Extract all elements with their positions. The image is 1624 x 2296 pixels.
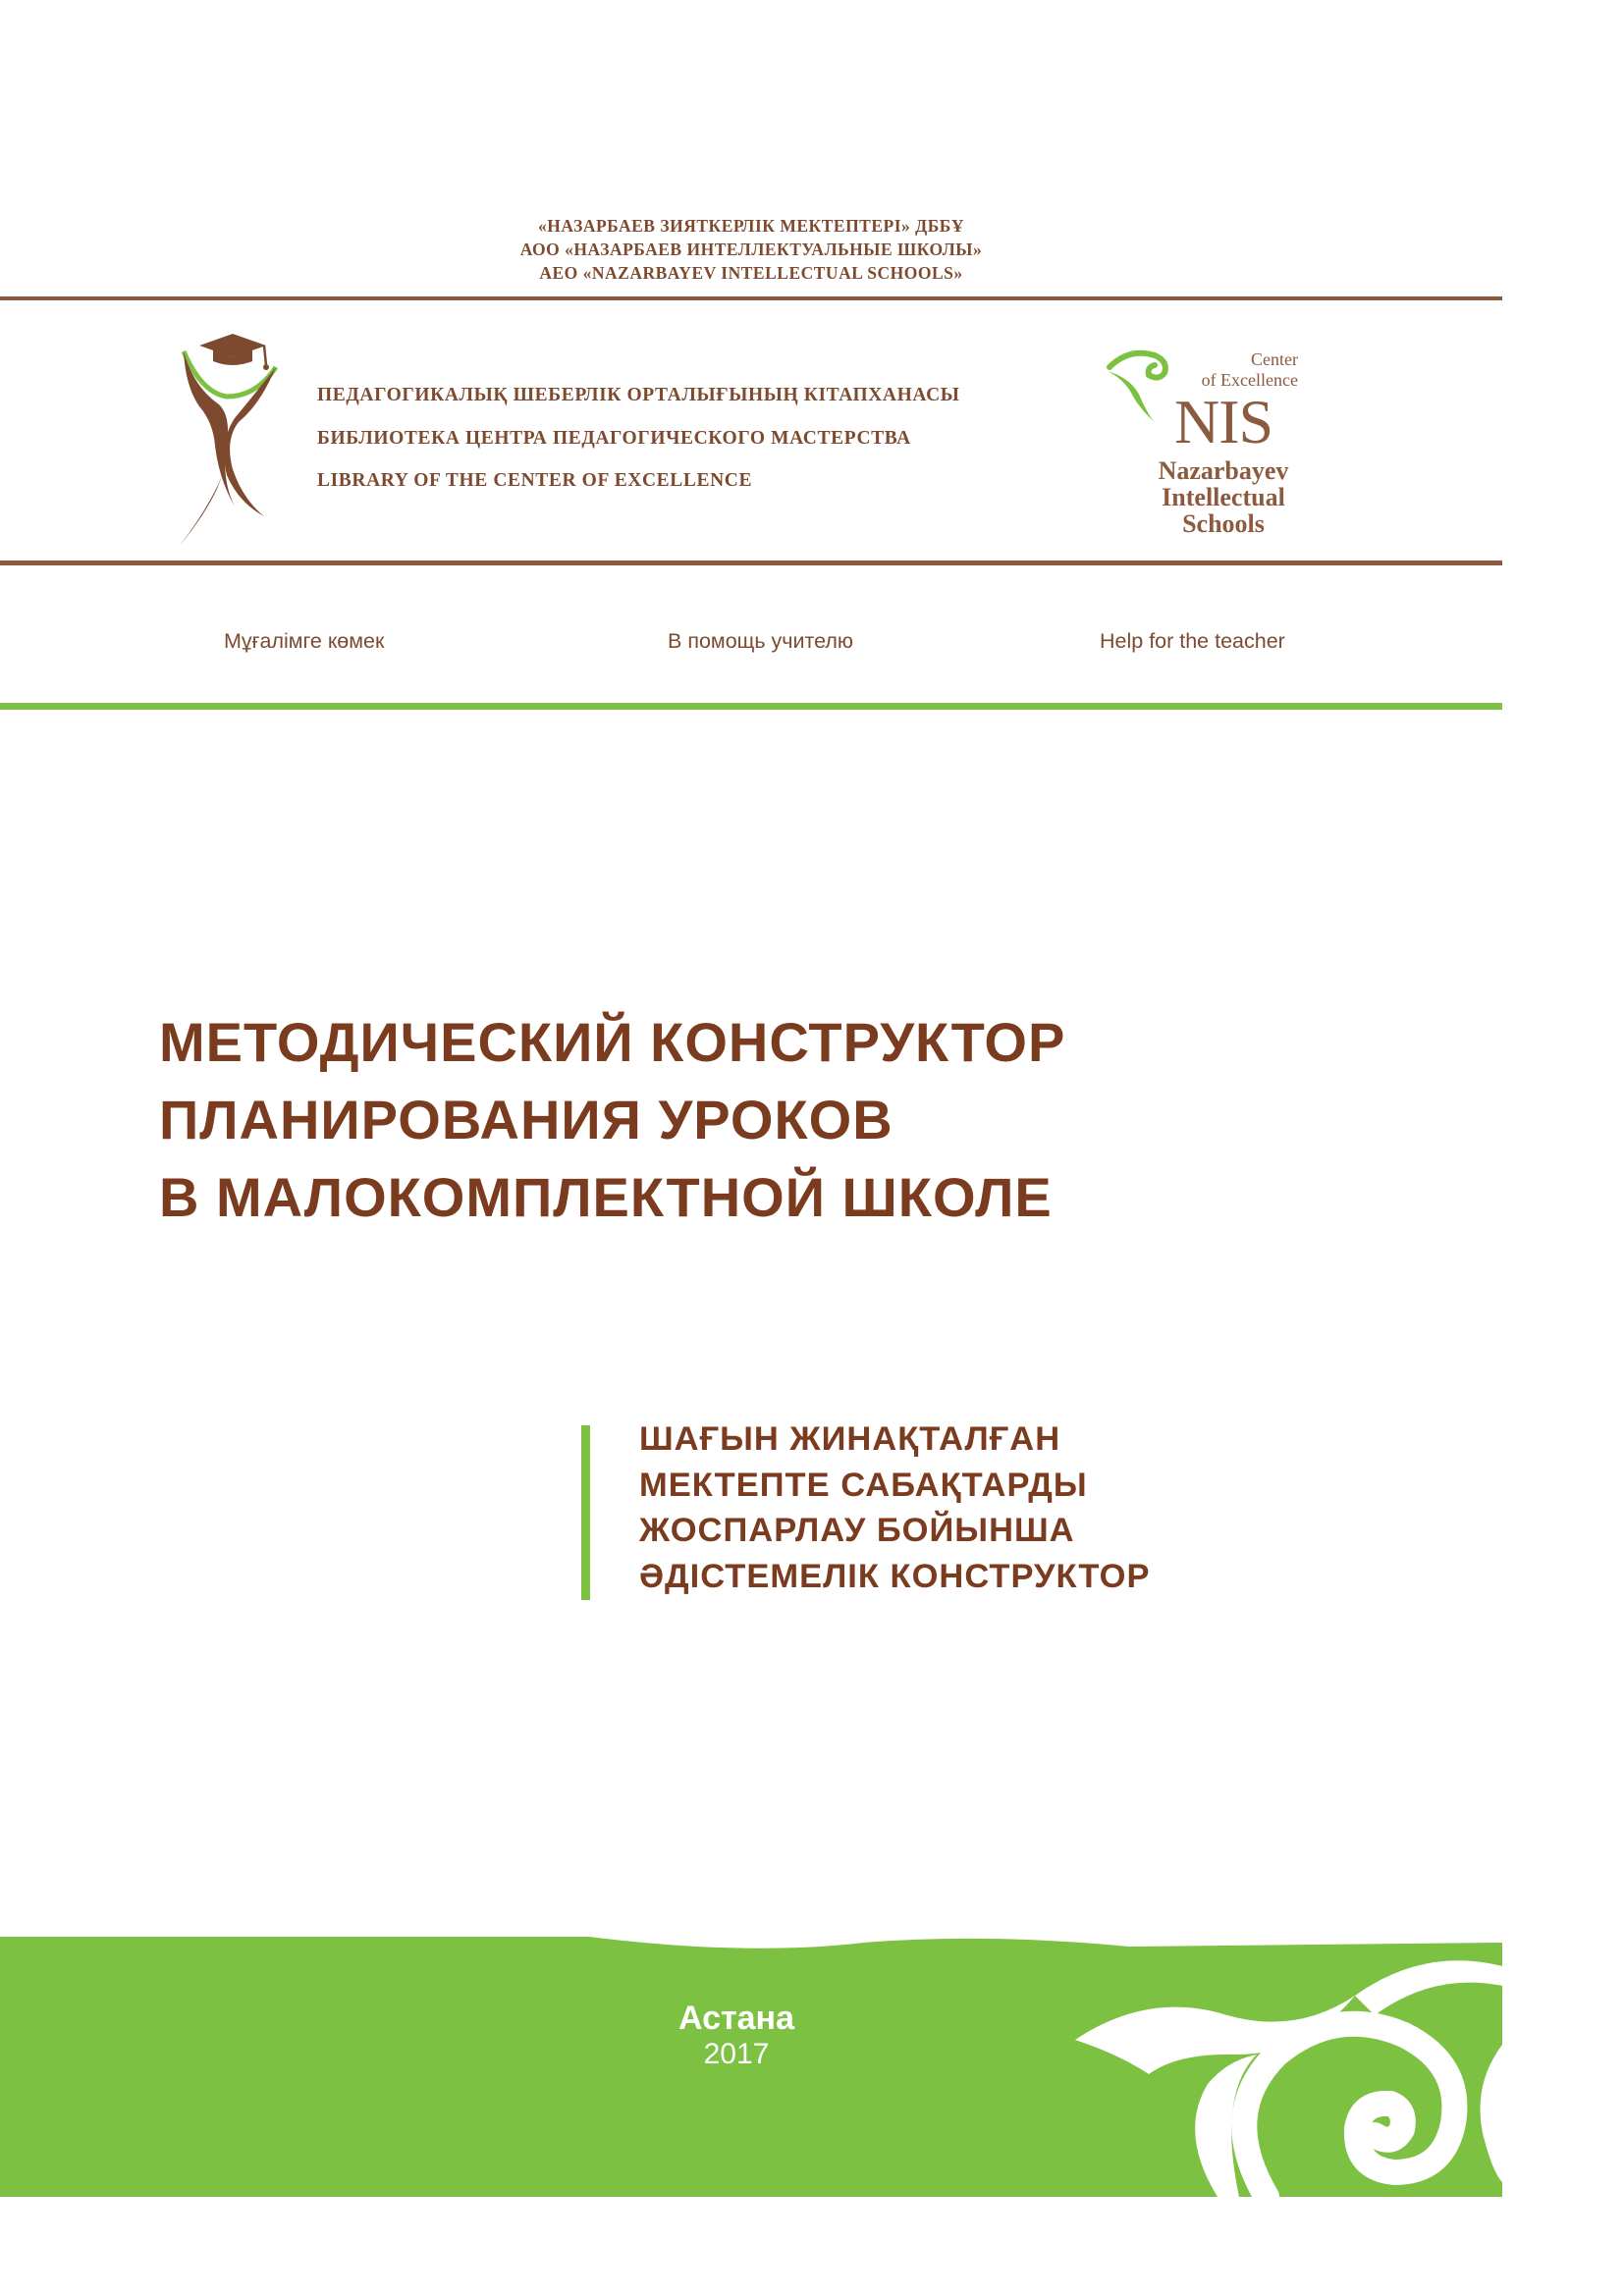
library-title bbox=[317, 385, 960, 513]
title-line-1: МЕТОДИЧЕСКИЙ КОНСТРУКТОР bbox=[159, 1011, 1066, 1073]
title-line-3: В МАЛОКОМПЛЕКТНОЙ ШКОЛЕ bbox=[159, 1166, 1053, 1228]
subtitle-line-4: ӘДІСТЕМЕЛІК КОНСТРУКТОР bbox=[639, 1557, 1151, 1595]
nis-center-line-2: of Excellence bbox=[1201, 370, 1298, 390]
publication-city: Астана bbox=[677, 2000, 795, 2037]
nis-name-line-2: Intellectual bbox=[1162, 483, 1285, 511]
top-divider bbox=[0, 296, 1502, 300]
middle-divider bbox=[0, 561, 1502, 565]
help-label-kk: Мұғалімге көмек bbox=[224, 629, 385, 653]
subtitle-line-2: МЕКТЕПТЕ САБАҚТАРДЫ bbox=[639, 1466, 1088, 1504]
teacher-figure-logo bbox=[162, 332, 290, 548]
nis-name-line-3: Schools bbox=[1182, 509, 1265, 538]
library-line-en: LIBRARY OF THE CENTER OF EXCELLENCE bbox=[317, 470, 753, 491]
nis-center-text bbox=[1201, 349, 1298, 391]
organization-header bbox=[0, 214, 1502, 285]
help-label-ru: В помощь учителю bbox=[668, 629, 853, 653]
nis-name-lines bbox=[1139, 457, 1308, 537]
subtitle-line-1: ШАҒЫН ЖИНАҚТАЛҒАН bbox=[639, 1420, 1061, 1458]
main-title bbox=[159, 1003, 1065, 1236]
help-label-en: Help for the teacher bbox=[1100, 629, 1285, 653]
publication-year: 2017 bbox=[703, 2038, 770, 2070]
green-divider bbox=[0, 703, 1502, 710]
subtitle-kk bbox=[639, 1416, 1150, 1599]
library-line-ru: БИБЛИОТЕКА ЦЕНТРА ПЕДАГОГИЧЕСКОГО МАСТЕРСТВА bbox=[317, 427, 911, 449]
title-line-2: ПЛАНИРОВАНИЯ УРОКОВ bbox=[159, 1089, 893, 1150]
org-line-ru: АОО «НАЗАРБАЕВ ИНТЕЛЛЕКТУАЛЬНЫЕ ШКОЛЫ» bbox=[519, 240, 983, 259]
org-line-en: AEO «NAZARBAYEV INTELLECTUAL SCHOOLS» bbox=[539, 263, 963, 283]
org-line-kk: «НАЗАРБАЕВ ЗИЯТКЕРЛІК МЕКТЕПТЕРІ» ДББҰ bbox=[538, 216, 964, 236]
nis-name-line-1: Nazarbayev bbox=[1158, 456, 1289, 485]
nis-abbreviation: NIS bbox=[1174, 387, 1273, 456]
library-line-kk: ПЕДАГОГИКАЛЫҚ ШЕБЕРЛІК ОРТАЛЫҒЫНЫҢ КІТАПХАНАСЫ bbox=[317, 385, 960, 405]
nis-center-line-1: Center bbox=[1251, 349, 1298, 369]
subtitle-accent-bar bbox=[581, 1425, 590, 1600]
subtitle-line-3: ЖОСПАРЛАУ БОЙЫНША bbox=[639, 1512, 1075, 1549]
